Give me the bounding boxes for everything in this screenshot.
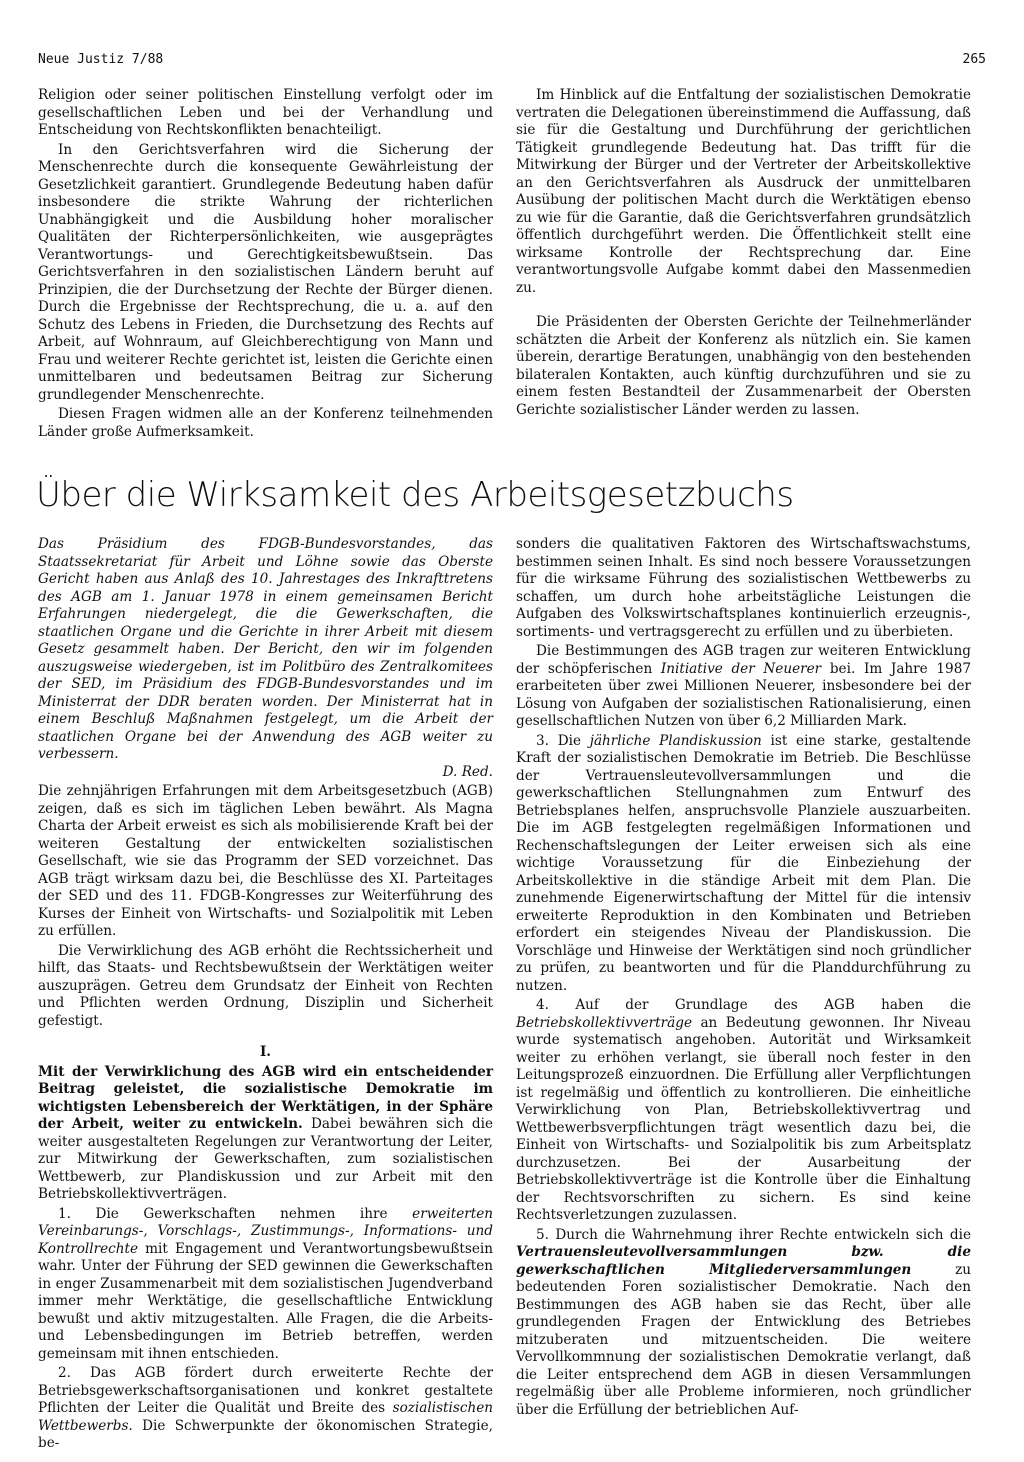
paragraph: In den Gerichtsverfahren wird die Sicherung der Menschenrechte durch die konsequente Gewährleistung der Gesetzlichkeit garantiert. Grundlegende Bedeutung haben dafür insbesondere die strikte Wahrung der richterlichen Unabhängigkeit und die Ausbildung hoher moralischer Qualitäten der Richterpersönlichkeiten, wie ausgeprägtes Verantwortungs- und Gerechtigkeitsbewußtsein. Das Gerichtsverfahren in den sozialistischen Ländern beruht auf Prinzipien, die der Durchsetzung der Rechte der Bürger dienen. Durch die Ergebnisse der Rechtsprechung, die u. a. auf den Schutz des Lebens in Frieden, die Durchsetzung des Rechts auf Arbeit, auf Wohnraum, auf Gleichberechtigung von Mann und Frau und weiterer Rechte gerichtet ist, leisten die Gerichte einen unmittelbaren und bedeutsamen Beitrag zur Sicherung grundlegender Menschenrechte.	[38, 141, 493, 403]
paragraph: 1. Die Gewerkschaften nehmen ihre erweiterten Vereinbarungs-, Vorschlags-, Zustimmungs-, Informations- und Kontrollrechte mit Engagement und Verantwortungsbewußtsein wahr. Unter der Führung der SED gewinnen die Gewerkschaften in enger Zusammenarbeit mit dem sozialistischen Jugendverband immer mehr Werktätige, die gesellschaftliche Entwicklung bewußt und aktiv mitzugestalten. Alle Fragen, die die Arbeits- und Lebensbedingungen im Betrieb betreffen, werden gemeinsam mit ihnen entschieden.	[38, 1205, 493, 1362]
paragraph: Religion oder seiner politischen Einstellung verfolgt oder im gesellschaftlichen Leben und bei der Verhandlung und Entscheidung von Rechtskonflikten benachteiligt.	[38, 87, 493, 138]
journal-issue: Neue Justiz 7/88	[38, 52, 164, 67]
paragraph: Die Verwirklichung des AGB erhöht die Rechtssicherheit und hilft, das Staats- und Rechtsbewußtsein der Werktätigen weiter auszuprägen. Getreu dem Grundsatz der Einheit von Rechten und Pflichten werden Ordnung, Disziplin und Sicherheit gefestigt.	[38, 942, 493, 1029]
paragraph: Mit der Verwirklichung des AGB wird ein entscheidender Beitrag geleistet, die sozialistische Demokratie im wichtigsten Lebensbereich der Werktätigen, in der Sphäre der Arbeit, weiter zu entwickeln. Dabei bewähren sich die weiter ausgestalteten Regelungen zur Verantwortung der Leiter, zur Mitwirkung der Gewerkschaften, zum sozialistischen Wettbewerb, zur Plandiskussion und zur Arbeit mit den Betriebskollektivverträgen.	[38, 1063, 494, 1202]
running-head	[38, 52, 986, 72]
paragraph: 4. Auf der Grundlage des AGB haben die Betriebskollektivverträge an Bedeutung gewonnen. Ihr Niveau wurde systematisch angehoben. Autorität und Wirksamkeit weiter zu erhöhen verlangt, sie überall noch fester in den Leitungsprozeß einzuordnen. Die Erfüllung aller Verpflichtungen ist regelmäßig und öffentlich zu kontrollieren. Die einheitliche Verwirklichung von Plan, Betriebskollektivvertrag und Wettbewerbsverpflichtungen trägt wesentlich dazu bei, die Einheit von Wirtschafts- und Sozialpolitik bis zum Arbeitsplatz durchzusetzen. Bei der Ausarbeitung der Betriebskollektivverträge ist die Kontrolle über die Einhaltung der Rechtsvorschriften zu sichern. Es sind keine Rechtsverletzungen zuzulassen.	[516, 997, 971, 1223]
paragraph: sonders die qualitativen Faktoren des Wirtschaftswachstums, bestimmen seinen Inhalt. Es sind noch bessere Voraussetzungen für die wirksame Führung des sozialistischen Wettbewerbs zu schaffen, um durch hohe arbeitstägliche Leistungen die Aufgaben des Volkswirtschaftsplanes kontinuierlich erzeugnis-, sortiments- und vertragsgerecht zu erfüllen und zu überbieten.	[516, 536, 971, 640]
lead-statement: Mit der Verwirklichung des AGB wird ein entscheidender Beitrag geleistet, die sozialistische Demokratie im wichtigsten Lebensbereich der Werktätigen, in der Sphäre der Arbeit, weiter zu entwickeln.	[38, 1063, 493, 1132]
paragraph: Im Hinblick auf die Entfaltung der sozialistischen Demokratie vertraten die Delegationen übereinstimmend die Auffassung, daß sie für die Gestaltung und Durchführung der gerichtlichen Tätigkeit grundlegende Bedeutung hat. Das trifft für die Mitwirkung der Bürger und der Vertreter der Arbeitskollektive an den Gerichtsverfahren als Ausdruck der unmittelbaren Ausübung der politischen Macht durch die Werktätigen ebenso zu wie für die Garantie, daß die Gerichtsverfahren grundsätzlich öffentlich durchgeführt werden. Die Öffentlichkeit stellt eine wirksame Kontrolle der Rechtsprechung dar. Eine verantwortungsvolle Aufgabe kommt dabei den Massenmedien zu.	[516, 87, 971, 296]
article-right-column	[516, 536, 971, 1419]
paragraph: 2. Das AGB fördert durch erweiterte Rechte der Betriebsgewerkschaftsorganisationen und konkret gestaltete Pflichten der Leiter die Qualität und Breite des sozialistischen Wettbewerbs. Die Schwerpunkte der ökonomischen Strategie, be-	[38, 1365, 493, 1451]
previous-article-right-column	[516, 87, 971, 419]
paragraph: Die Bestimmungen des AGB tragen zur weiteren Entwicklung der schöpferischen Initiative der Neuerer bei. Im Jahre 1987 erarbeiteten über zwei Millionen Neuerer, insbesondere bei der Lösung von Aufgaben der sozialistischen Rationalisierung, einen gesellschaftlichen Nutzen von über 6,2 Milliarden Mark.	[516, 643, 971, 729]
article-left-column	[38, 536, 493, 1453]
paragraph: Diesen Fragen widmen alle an der Konferenz teilnehmenden Länder große Aufmerksamkeit.	[38, 406, 493, 440]
section-number: I.	[259, 1044, 272, 1060]
paragraph: 3. Die jährliche Plandiskussion ist eine starke, gestaltende Kraft der sozialistischen Demokratie im Betrieb. Die Beschlüsse der Vertrauensleutevollversammlungen und die gewerkschaftlichen Stellungnahmen zum Entwurf des Betriebsplanes helfen, anspruchsvolle Planziele auszuarbeiten. Die im AGB festgelegten regelmäßigen Informationen und Rechenschaftslegungen der Leiter erweisen sich als eine wichtige Voraussetzung für die Einbeziehung der Arbeitskollektive in die ständige Arbeit mit dem Plan. Die zunehmende Eigenerwirtschaftung der Mittel für die intensiv erweiterte Reproduktion in den Kombinaten und Betrieben erfordert ein steigendes Niveau der Plandiskussion. Die Vorschläge und Hinweise der Werktätigen sind noch gründlicher zu prüfen, zu beantworten und für die Planddurchführung zu nutzen.	[516, 732, 971, 994]
editorial-intro: Das Präsidium des FDGB-Bundesvorstandes, das Staatssekretariat für Arbeit und Löhne sowie das Oberste Gericht haben aus Anlaß des 10. Jahrestages des Inkrafttretens des AGB am 1. Januar 1978 in einem gemeinsamen Bericht Erfahrungen niedergelegt, die die Gewerkschaften, die staatlichen Organe und die Gerichte in ihrer Arbeit mit diesem Gesetz gesammelt haben. Der Bericht, den wir im folgenden auszugsweise wiedergeben, ist im Politbüro des Zentralkomitees der SED, im Präsidium des FDGB-Bundesvorstandes und im Ministerrat der DDR beraten worden. Der Ministerrat hat in einem Beschluß Maßnahmen festgelegt, um die Arbeit der staatlichen Organe bei der Anwendung des AGB weiter zu verbessern.	[38, 536, 493, 762]
editorial-signature: D. Red.	[442, 763, 493, 780]
page-number: 265	[962, 52, 986, 67]
previous-article-left-column	[38, 87, 493, 441]
article-title: Über die Wirksamkeit des Arbeitsgesetzbuchs	[36, 475, 794, 515]
paragraph: 5. Durch die Wahrnehmung ihrer Rechte entwickeln sich die Vertrauensleutevollversammlungen bzw. die gewerkschaftlichen Mitgliederversammlungen zu bedeutenden Foren sozialistischer Demokratie. Nach den Bestimmungen des AGB haben sie das Recht, über alle grundlegenden Fragen der Entwicklung des Betriebes mitzuberaten und mitzuentscheiden. Die weitere Vervollkommnung der sozialistischen Demokratie verlangt, daß die Leiter entsprechend dem AGB in diesen Versammlungen regelmäßig über alle Probleme informieren, noch gründlicher über die Erfüllung der betrieblichen Auf-	[516, 1226, 971, 1418]
paragraph: Die zehnjährigen Erfahrungen mit dem Arbeitsgesetzbuch (AGB) zeigen, daß es sich im täglichen Leben bewährt. Als Magna Charta der Arbeit erweist es sich als mobilisierende Kraft bei der weiteren Gestaltung der entwickelten sozialistischen Gesellschaft, wie sie das Programm der SED vorzeichnet. Das AGB trägt wirksam dazu bei, die Beschlüsse des XI. Parteitages der SED und des 11. FDGB-Kongresses zur Weiterführung des Kurses der Einheit von Wirtschafts- und Sozialpolitik mit Leben zu erfüllen.	[38, 783, 493, 939]
paragraph: Die Präsidenten der Obersten Gerichte der Teilnehmerländer schätzten die Arbeit der Konferenz als nützlich ein. Sie kamen überein, derartige Beratungen, unabhängig von den bestehenden bilateralen Kontakten, auch künftig durchzuführen und sie zu einem festen Bestandteil der Zusammenarbeit der Obersten Gerichte sozialistischer Länder werden zu lassen.	[516, 314, 971, 418]
